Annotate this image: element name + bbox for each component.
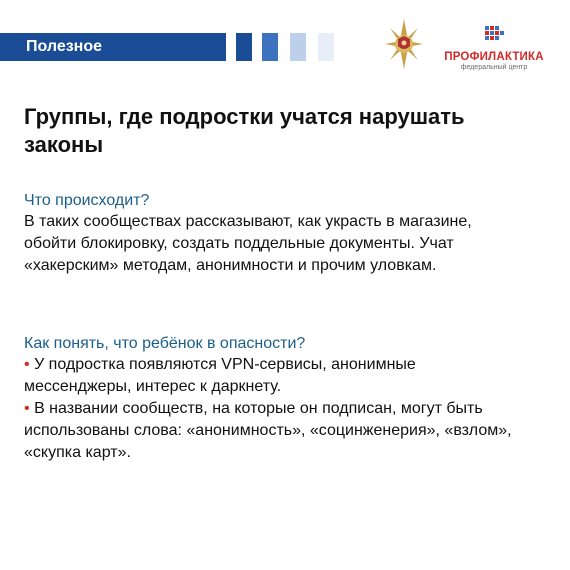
list-item-text: У подростка появляются VPN-сервисы, анонимные мессенджеры, интерес к даркнету. [24,356,416,395]
section-heading: Как понять, что ребёнок в опасности? [24,335,306,352]
section-heading: Что происходит? [24,192,150,209]
bullet-dot-icon: • [24,400,30,417]
logo-title: ПРОФИЛАКТИКА [444,51,544,63]
header-tag-label: Полезное [26,38,103,55]
logo-subtitle: федеральный центр [460,64,528,71]
header-stripe-3 [290,33,306,61]
section-danger-signs [24,333,524,464]
page-title: Группы, где подростки учатся нарушать законы [24,104,465,157]
logo-squares-icon [479,26,509,44]
emblem-icon [383,17,425,71]
header-stripe-4 [318,33,334,61]
list-item [24,354,524,398]
header-stripe-2 [262,33,278,61]
profilaktika-logo [440,26,548,71]
section-what-happens [24,190,524,277]
header-tag [0,33,226,61]
list-item-text: В названии сообществ, на которые он подписан, могут быть использованы слова: «анонимность», «социнженерия», «взлом», «скупка карт». [24,400,512,461]
section-text: В таких сообществах рассказывают, как украсть в магазине, обойти блокировку, создать поддельные документы. Учат «хакерским» методам, анонимности и прочим уловкам. [24,213,472,274]
list-item [24,398,524,464]
bullet-dot-icon: • [24,356,30,373]
header-stripe-1 [236,33,252,61]
